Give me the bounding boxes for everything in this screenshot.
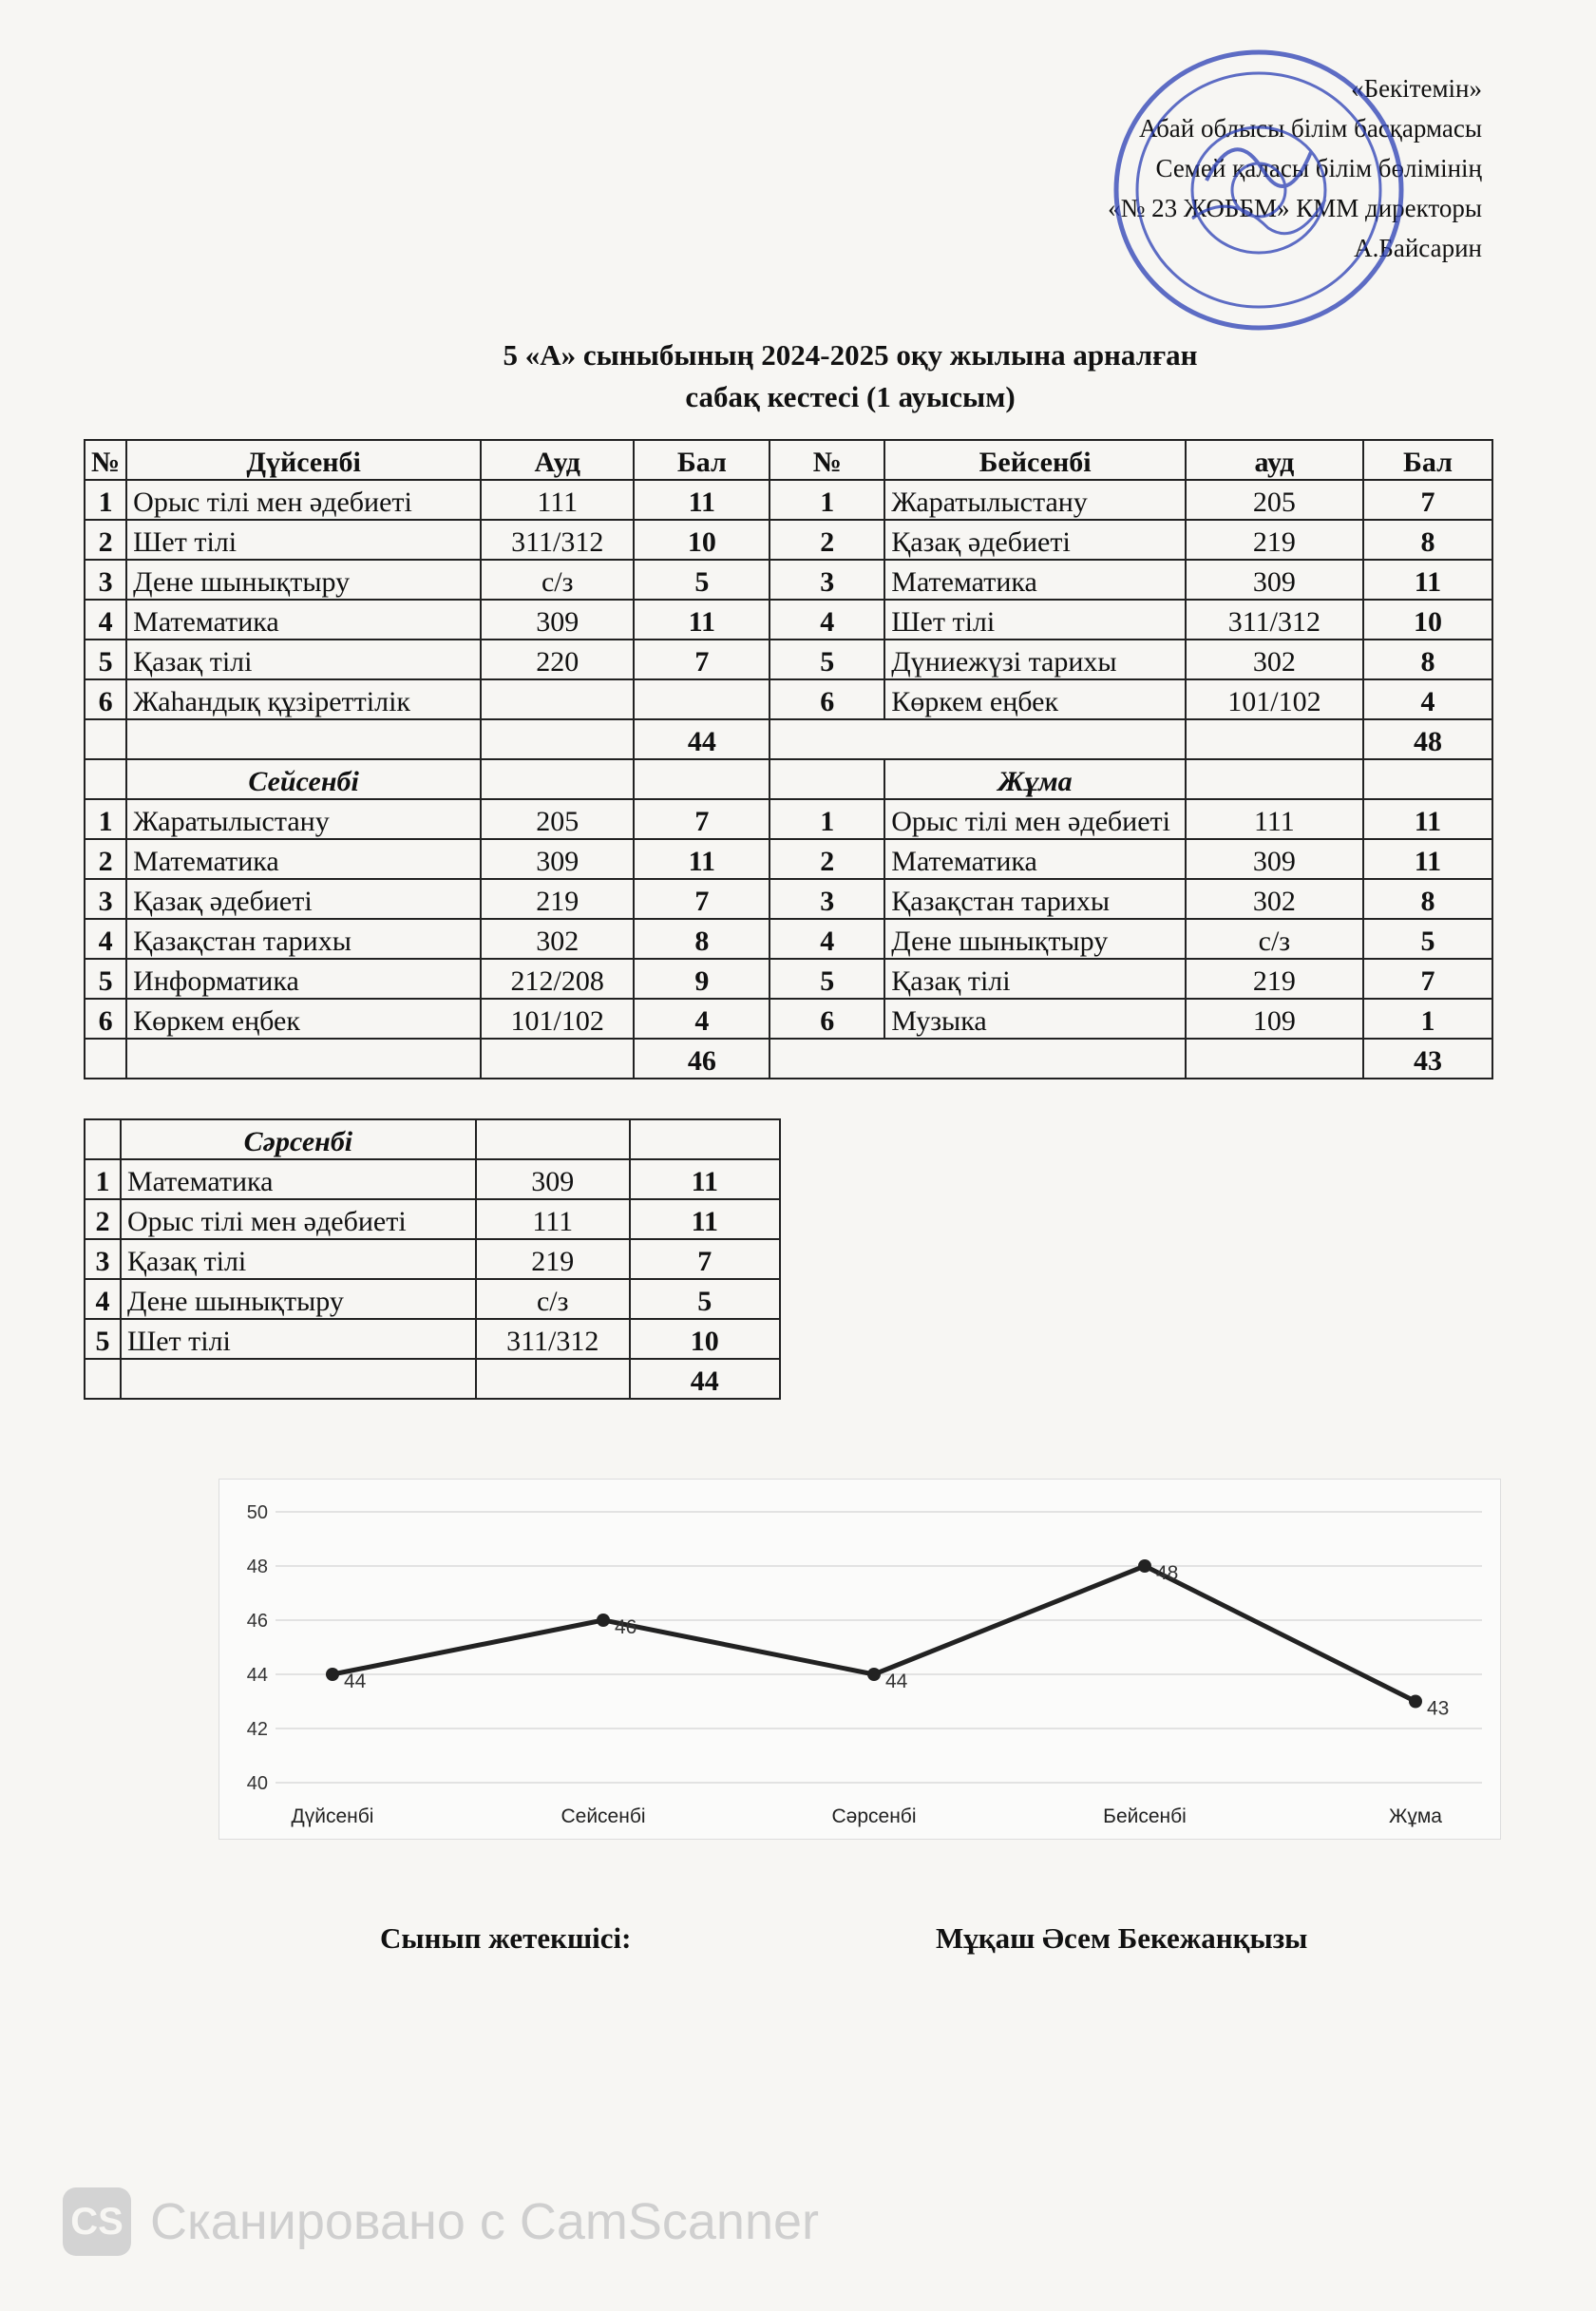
lesson-points: 11 [634,480,770,520]
lesson-number: 5 [770,959,884,999]
lesson-subject: Жаратылыстану [884,480,1186,520]
lesson-points: 10 [630,1319,780,1359]
lesson-number: 6 [770,999,884,1039]
lesson-subject: Қазақ тілі [126,640,481,679]
lesson-subject: Дене шынықтыру [121,1279,476,1319]
empty-cell [85,1039,126,1079]
empty-cell [85,759,126,799]
lesson-points: 8 [1363,879,1492,919]
title-line-1: 5 «А» сыныбының 2024-2025 оқу жылына арналған [503,338,1198,372]
lesson-number: 1 [85,480,126,520]
empty-cell [1363,759,1492,799]
lesson-room: 205 [1186,480,1363,520]
table-row [85,959,1492,999]
lesson-room: 309 [481,600,634,640]
data-label: 43 [1427,1697,1450,1720]
total-row [85,1039,1492,1079]
empty-cell [85,1119,121,1159]
lesson-points: 7 [634,879,770,919]
empty-cell [770,1039,1186,1079]
lesson-room: с/з [1186,919,1363,959]
lesson-number: 6 [85,999,126,1039]
lesson-number: 4 [770,919,884,959]
lesson-points: 11 [1363,799,1492,839]
lesson-points: 5 [634,560,770,600]
lesson-subject: Дене шынықтыру [126,560,481,600]
lesson-room: с/з [476,1279,630,1319]
lesson-points: 9 [634,959,770,999]
x-category-label: Дүйсенбі [291,1805,374,1827]
y-tick-label: 40 [246,1773,268,1794]
approval-line-3: Семей қаласы білім бөлімінің [1155,154,1482,182]
lesson-room: 219 [476,1239,630,1279]
lesson-subject: Информатика [126,959,481,999]
column-header-number: № [770,440,884,480]
lesson-points: 11 [1363,560,1492,600]
lesson-subject: Көркем еңбек [884,679,1186,719]
lesson-number: 1 [770,480,884,520]
y-tick-label: 48 [246,1557,268,1577]
table-row [85,1199,780,1239]
table-row [85,799,1492,839]
y-tick-label: 50 [246,1502,268,1523]
official-stamp-icon [1102,38,1416,342]
lesson-number: 4 [85,1279,121,1319]
lesson-subject: Қазақстан тарихы [884,879,1186,919]
lesson-number: 4 [770,600,884,640]
data-label: 46 [615,1616,637,1638]
data-label: 48 [1156,1562,1179,1584]
total-row [85,1359,780,1399]
lesson-subject: Математика [884,560,1186,600]
lesson-points: 10 [634,520,770,560]
lesson-number: 2 [770,520,884,560]
lesson-subject: Орыс тілі мен әдебиеті [126,480,481,520]
lesson-room: 101/102 [1186,679,1363,719]
lesson-subject: Орыс тілі мен әдебиеті [121,1199,476,1239]
empty-cell [85,719,126,759]
table-row [85,679,1492,719]
empty-cell [481,759,634,799]
lesson-room: 311/312 [481,520,634,560]
lesson-points: 1 [1363,999,1492,1039]
data-point [1138,1559,1151,1573]
thursday-total: 48 [1363,719,1492,759]
lesson-number: 1 [770,799,884,839]
column-header-number: № [85,440,126,480]
camscanner-logo-icon: CS [63,2187,131,2256]
empty-cell [85,1359,121,1399]
day-title-row [85,1119,780,1159]
x-category-label: Сейсенбі [560,1805,646,1827]
empty-cell [1186,759,1363,799]
lesson-room: 111 [1186,799,1363,839]
column-header-thursday: Бейсенбі [884,440,1186,480]
lesson-number: 3 [85,560,126,600]
lesson-number: 5 [770,640,884,679]
lesson-room: 111 [481,480,634,520]
lesson-room: 205 [481,799,634,839]
x-category-label: Бейсенбі [1103,1805,1187,1827]
friday-title: Жұма [884,759,1186,799]
day-title-row [85,759,1492,799]
y-tick-label: 46 [246,1611,268,1632]
empty-cell [481,719,634,759]
schedule-table-main [84,439,1493,1079]
empty-cell [476,1359,630,1399]
lesson-number: 2 [770,839,884,879]
lesson-points [634,679,770,719]
title-line-2: сабақ кестесі (1 ауысым) [685,380,1016,413]
lesson-number: 4 [85,600,126,640]
lesson-points: 11 [630,1159,780,1199]
lesson-points: 8 [1363,520,1492,560]
empty-cell [476,1119,630,1159]
signature-name: Мұқаш Әсем Бекежанқызы [936,1921,1308,1955]
lesson-points: 7 [634,799,770,839]
lesson-points: 11 [1363,839,1492,879]
lesson-room: 109 [1186,999,1363,1039]
table-row [85,1239,780,1279]
lesson-points: 5 [1363,919,1492,959]
data-label: 44 [344,1671,367,1692]
lesson-subject: Математика [126,839,481,879]
lesson-subject: Математика [126,600,481,640]
lesson-number: 6 [85,679,126,719]
data-label: 44 [885,1671,908,1692]
lesson-subject: Қазақ әдебиеті [126,879,481,919]
y-tick-label: 42 [246,1719,268,1740]
approval-line-2: Абай облысы білім басқармасы [1138,114,1482,143]
table-row [85,560,1492,600]
lesson-points: 7 [634,640,770,679]
lesson-room: 302 [1186,640,1363,679]
empty-cell [770,759,884,799]
table-row [85,1159,780,1199]
lesson-subject: Қазақ әдебиеті [884,520,1186,560]
lesson-subject: Дүниежүзі тарихы [884,640,1186,679]
data-point [326,1668,339,1681]
lesson-number: 5 [85,640,126,679]
lesson-points: 10 [1363,600,1492,640]
lesson-number: 3 [770,560,884,600]
lesson-room: с/з [481,560,634,600]
table-row [85,600,1492,640]
lesson-room: 212/208 [481,959,634,999]
approval-line-4: «№ 23 ЖОББМ» КММ директоры [1108,194,1482,222]
table-header-row [85,440,1492,480]
lesson-number: 5 [85,959,126,999]
lesson-points: 8 [634,919,770,959]
weekly-load-line-chart [218,1479,1501,1840]
table-row [85,1319,780,1359]
lesson-number: 5 [85,1319,121,1359]
lesson-points: 8 [1363,640,1492,679]
approval-line-5: А.Байсарин [1354,234,1482,262]
lesson-points: 4 [634,999,770,1039]
table-row [85,919,1492,959]
lesson-subject: Математика [121,1159,476,1199]
y-tick-label: 44 [246,1665,268,1686]
lesson-points: 5 [630,1279,780,1319]
empty-cell [634,759,770,799]
total-row [85,719,1492,759]
data-point [1409,1695,1422,1709]
lesson-subject: Математика [884,839,1186,879]
lesson-subject: Шет тілі [126,520,481,560]
table-row [85,520,1492,560]
table-row [85,640,1492,679]
empty-cell [481,1039,634,1079]
lesson-points: 4 [1363,679,1492,719]
table-row [85,480,1492,520]
lesson-room: 219 [481,879,634,919]
signature-label: Сынып жетекшісі: [380,1921,632,1955]
lesson-number: 6 [770,679,884,719]
lesson-subject: Шет тілі [884,600,1186,640]
lesson-room: 309 [1186,839,1363,879]
table-row [85,839,1492,879]
x-category-label: Жұма [1388,1805,1443,1827]
lesson-number: 3 [770,879,884,919]
column-header-points: Бал [634,440,770,480]
lesson-room: 311/312 [476,1319,630,1359]
lesson-subject: Музыка [884,999,1186,1039]
wednesday-total: 44 [630,1359,780,1399]
lesson-subject: Қазақ тілі [884,959,1186,999]
lesson-points: 7 [1363,959,1492,999]
data-point [597,1614,610,1627]
lesson-number: 3 [85,1239,121,1279]
table-row [85,999,1492,1039]
lesson-number: 2 [85,520,126,560]
lesson-points: 11 [634,600,770,640]
empty-cell [630,1119,780,1159]
lesson-points: 7 [630,1239,780,1279]
wednesday-title: Сәрсенбі [121,1119,476,1159]
column-header-points: Бал [1363,440,1492,480]
lesson-room [481,679,634,719]
lesson-room: 309 [476,1159,630,1199]
lesson-subject: Шет тілі [121,1319,476,1359]
column-header-room: ауд [1186,440,1363,480]
lesson-room: 302 [481,919,634,959]
lesson-points: 11 [634,839,770,879]
lesson-number: 1 [85,1159,121,1199]
lesson-subject: Көркем еңбек [126,999,481,1039]
table-row [85,879,1492,919]
lesson-room: 219 [1186,520,1363,560]
lesson-subject: Дене шынықтыру [884,919,1186,959]
document-title [0,334,1596,418]
lesson-points: 11 [630,1199,780,1239]
table-row [85,1279,780,1319]
schedule-table-wednesday [84,1118,781,1400]
lesson-room: 101/102 [481,999,634,1039]
lesson-room: 302 [1186,879,1363,919]
lesson-subject: Жаһандық құзіреттілік [126,679,481,719]
lesson-number: 3 [85,879,126,919]
lesson-number: 2 [85,839,126,879]
lesson-subject: Қазақстан тарихы [126,919,481,959]
data-point [867,1668,881,1681]
approval-line-1: «Бекітемін» [1351,74,1482,103]
empty-cell [126,1039,481,1079]
lesson-room: 219 [1186,959,1363,999]
x-category-label: Сәрсенбі [831,1805,917,1827]
empty-cell [126,719,481,759]
lesson-room: 111 [476,1199,630,1239]
empty-cell [1186,719,1363,759]
lesson-room: 309 [1186,560,1363,600]
column-header-monday: Дүйсенбі [126,440,481,480]
friday-total: 43 [1363,1039,1492,1079]
lesson-number: 1 [85,799,126,839]
lesson-number: 4 [85,919,126,959]
lesson-subject: Қазақ тілі [121,1239,476,1279]
empty-cell [770,719,1186,759]
camscanner-watermark [63,2187,819,2256]
lesson-subject: Жаратылыстану [126,799,481,839]
empty-cell [1186,1039,1363,1079]
lesson-number: 2 [85,1199,121,1239]
lesson-room: 220 [481,640,634,679]
monday-total: 44 [634,719,770,759]
lesson-subject: Орыс тілі мен әдебиеті [884,799,1186,839]
tuesday-title: Сейсенбі [126,759,481,799]
camscanner-text: Сканировано с CamScanner [150,2193,820,2250]
lesson-points: 7 [1363,480,1492,520]
empty-cell [121,1359,476,1399]
lesson-room: 311/312 [1186,600,1363,640]
tuesday-total: 46 [634,1039,770,1079]
lesson-room: 309 [481,839,634,879]
column-header-room: Ауд [481,440,634,480]
